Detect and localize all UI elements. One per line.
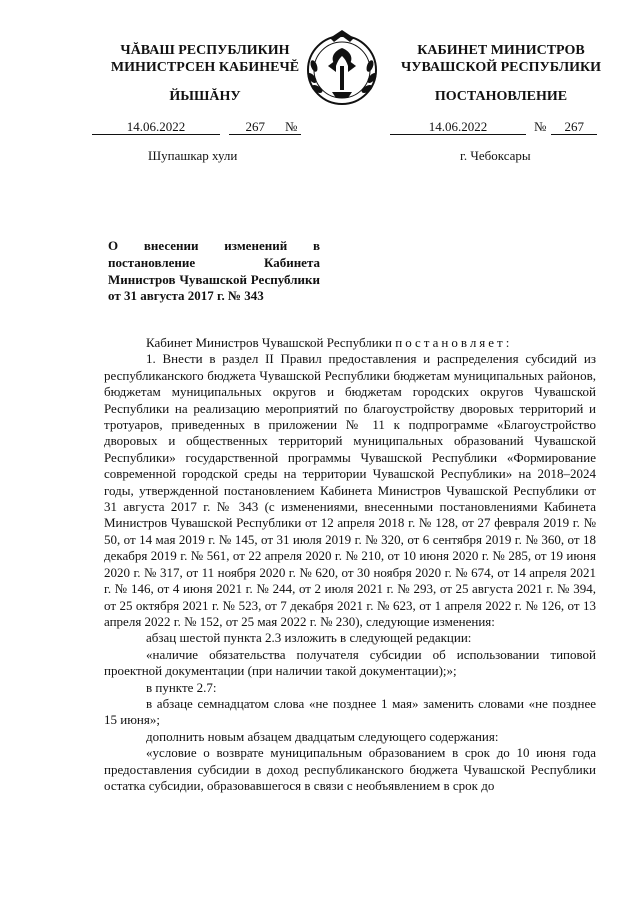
reg-number-left: 267 <box>229 119 281 135</box>
reg-no-sign-left: № <box>281 119 301 135</box>
reg-no-sign-right: № <box>534 119 547 134</box>
paragraph-5: в абзаце семнадцатом слова «не позднее 1 мая» заменить словами «не позднее 15 июня»; <box>104 695 596 728</box>
header-left-line2: МИНИСТРСЕН КАБИНЕЧĔ <box>110 60 300 75</box>
registration-right <box>390 119 597 135</box>
document-subject: О внесении изменений в постановление Кабинета Министров Чувашской Республики от 31 августа 2017 г. № 343 <box>108 238 320 304</box>
paragraph-7: «условие о возврате муниципальным образованием в срок до 10 июня года предоставления субсидии в доход республиканского бюджета Чувашской Республики остатка субсидии, образовавшегося в связи с необъявлением в срок до <box>104 745 596 793</box>
header-left-block <box>92 42 318 76</box>
reg-date-right: 14.06.2022 <box>390 119 526 135</box>
registration-left <box>92 119 301 135</box>
place-right: г. Чебоксары <box>460 148 531 163</box>
coat-of-arms-icon <box>302 26 382 110</box>
doctype-left: ЙЫШĂНУ <box>169 89 241 104</box>
header-left-line1: ЧĂВАШ РЕСПУБЛИКИН <box>120 43 290 58</box>
paragraph-4: в пункте 2.7: <box>146 679 217 695</box>
preamble-spaced-text: постановляет: <box>395 335 513 350</box>
paragraph-6: дополнить новым абзацем двадцатым следующего содержания: <box>146 728 499 744</box>
doctype-right: ПОСТАНОВЛЕНИЕ <box>434 89 568 104</box>
coat-of-arms-emblem <box>302 26 382 110</box>
paragraph-1: 1. Внести в раздел II Правил предоставления и распределения субсидий из республиканского бюджета Чувашской Республики бюджетам муниципальных районов, бюджетам муниципальных округов и бюджетам городских округов Чувашской Республики на реализацию мероприятий по благоустройству дворовых территорий и тротуаров, приведенных в приложении № 11 к подпрограмме «Благоустройство дворовых и общественных территорий муниципальных образований Чувашской Республики» государственной программы Чувашской Республики «Формирование современной городской среды на территории Чувашской Республики» на 2018–2024 годы, утвержденной постановлением Кабинета Министров Чувашской Республики от 31 августа 2017 г. № 343 (с изменениями, внесенными постановлениями Кабинета Министров Чувашской Республики от 12 апреля 2018 г. № 128, от 27 февраля 2019 г. № 50, от 14 мая 2019 г. № 145, от 31 июля 2019 г. № 320, от 6 сентября 2019 г. № 360, от 18 декабря 2019 г. № 561, от 22 апреля 2020 г. № 210, от 10 июня 2020 г. № 285, от 19 июня 2020 г. № 317, от 11 ноября 2020 г. № 620, от 30 ноября 2020 г. № 674, от 14 апреля 2021 г. № 146, от 4 июня 2021 г. № 244, от 2 июля 2021 г. № 293, от 25 августа 2021 г. № 394, от 25 октября 2021 г. № 523, от 7 декабря 2021 г. № 623, от 1 апреля 2022 г. № 126, от 13 апреля 2022 г. № 152, от 25 мая 2022 г. № 230), следующие изменения: <box>104 351 596 629</box>
header-right-line1: КАБИНЕТ МИНИСТРОВ <box>417 43 585 58</box>
preamble-text: Кабинет Министров Чувашской Республики <box>146 335 392 350</box>
reg-date-left: 14.06.2022 <box>92 119 220 135</box>
place-left: Шупашкар хули <box>148 148 238 163</box>
header-right-line2: ЧУВАШСКОЙ РЕСПУБЛИКИ <box>400 60 602 75</box>
reg-number-right: 267 <box>551 119 597 135</box>
header-right-block <box>388 42 614 76</box>
document-body <box>104 335 596 794</box>
paragraph-3: «наличие обязательства получателя субсидии об использовании типовой проектной документации (при наличии такой документации);»; <box>104 646 596 679</box>
preamble-paragraph <box>104 335 596 351</box>
paragraph-2: абзац шестой пункта 2.3 изложить в следующей редакции: <box>146 630 472 646</box>
